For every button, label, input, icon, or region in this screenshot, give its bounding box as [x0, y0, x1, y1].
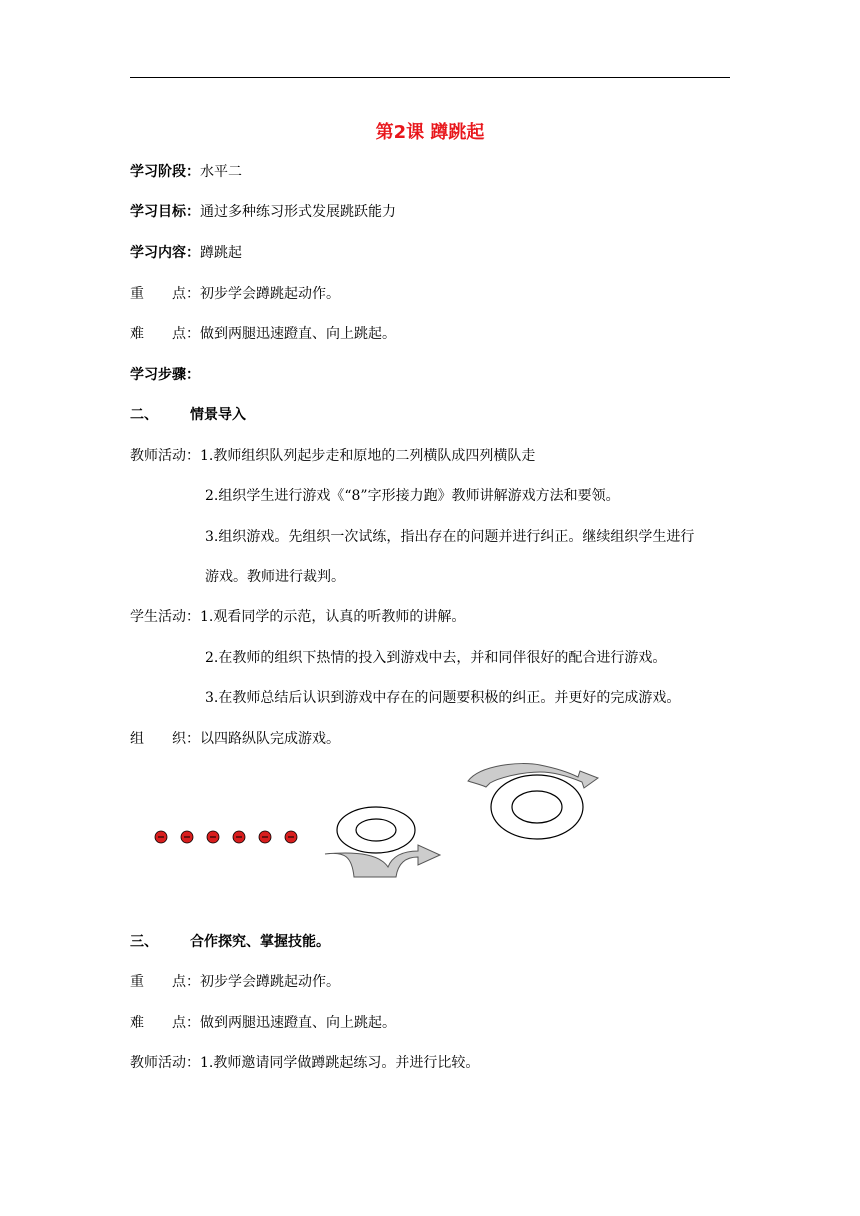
s3-teacher-activity-item: 1.教师邀请同学做蹲跳起练习。并进行比较。	[200, 1055, 480, 1071]
s3-difficulty-label: 难 点：	[130, 1015, 200, 1031]
stage-label: 学习阶段：	[130, 164, 200, 180]
ring-left-inner	[356, 819, 396, 841]
goal-line	[130, 202, 396, 222]
teacher-activity-item-1: 1.教师组织队列起步走和原地的二列横队成四列横队走	[200, 448, 536, 464]
teacher-activity-item-3-cont: 游戏。教师进行裁判。	[205, 569, 345, 585]
s3-teacher-activity-line	[130, 1053, 479, 1073]
content-line	[130, 243, 242, 263]
key-point-label: 重 点：	[130, 286, 200, 302]
difficulty-label: 难 点：	[130, 326, 200, 342]
stage-value: 水平二	[200, 164, 242, 180]
ring-right-inner	[512, 791, 562, 823]
section-3-title: 合作探究、掌握技能。	[190, 934, 330, 950]
goal-label: 学习目标：	[130, 204, 200, 220]
section-3-heading	[130, 932, 330, 952]
section-2-heading	[130, 405, 246, 425]
content-label: 学习内容：	[130, 245, 200, 261]
formation-diagram	[140, 755, 610, 885]
student-dots	[155, 831, 297, 843]
difficulty-value: 做到两腿迅速蹬直、向上跳起。	[200, 326, 396, 342]
student-activity-label: 学生活动：	[130, 609, 200, 625]
section-2-number: 二、	[130, 407, 158, 423]
section-2-title: 情景导入	[190, 407, 246, 423]
difficulty-line	[130, 324, 396, 344]
header-rule	[130, 77, 730, 78]
student-activity-line	[130, 607, 465, 627]
student-activity-item-1: 1.观看同学的示范，认真的听教师的讲解。	[200, 609, 466, 625]
key-point-line	[130, 284, 340, 304]
s3-key-point-label: 重 点：	[130, 974, 200, 990]
teacher-activity-item-3: 3.组织游戏。先组织一次试练，指出存在的问题并进行纠正。继续组织学生进行	[205, 529, 695, 545]
key-point-value: 初步学会蹲跳起动作。	[200, 286, 340, 302]
s3-difficulty-value: 做到两腿迅速蹬直、向上跳起。	[200, 1015, 396, 1031]
stage-line	[130, 162, 242, 182]
section-3-number: 三、	[130, 934, 158, 950]
s3-difficulty-line	[130, 1013, 396, 1033]
content-value: 蹲跳起	[200, 245, 242, 261]
organization-line	[130, 729, 340, 749]
organization-label: 组 织：	[130, 731, 200, 747]
s3-key-point-value: 初步学会蹲跳起动作。	[200, 974, 340, 990]
steps-label: 学习步骤：	[130, 367, 200, 383]
s3-teacher-activity-label: 教师活动：	[130, 1055, 200, 1071]
goal-value: 通过多种练习形式发展跳跃能力	[200, 204, 396, 220]
teacher-activity-label: 教师活动：	[130, 448, 200, 464]
teacher-activity-line	[130, 446, 535, 466]
student-activity-item-3: 3.在教师总结后认识到游戏中存在的问题要积极的纠正。并更好的完成游戏。	[205, 690, 681, 706]
organization-value: 以四路纵队完成游戏。	[200, 731, 340, 747]
student-activity-item-2: 2.在教师的组织下热情的投入到游戏中去，并和同伴很好的配合进行游戏。	[205, 650, 667, 666]
teacher-activity-item-2: 2.组织学生进行游戏《“8”字形接力跑》教师讲解游戏方法和要领。	[205, 488, 620, 504]
page-title: 第2课 蹲跳起	[375, 122, 485, 143]
s3-key-point-line	[130, 972, 340, 992]
